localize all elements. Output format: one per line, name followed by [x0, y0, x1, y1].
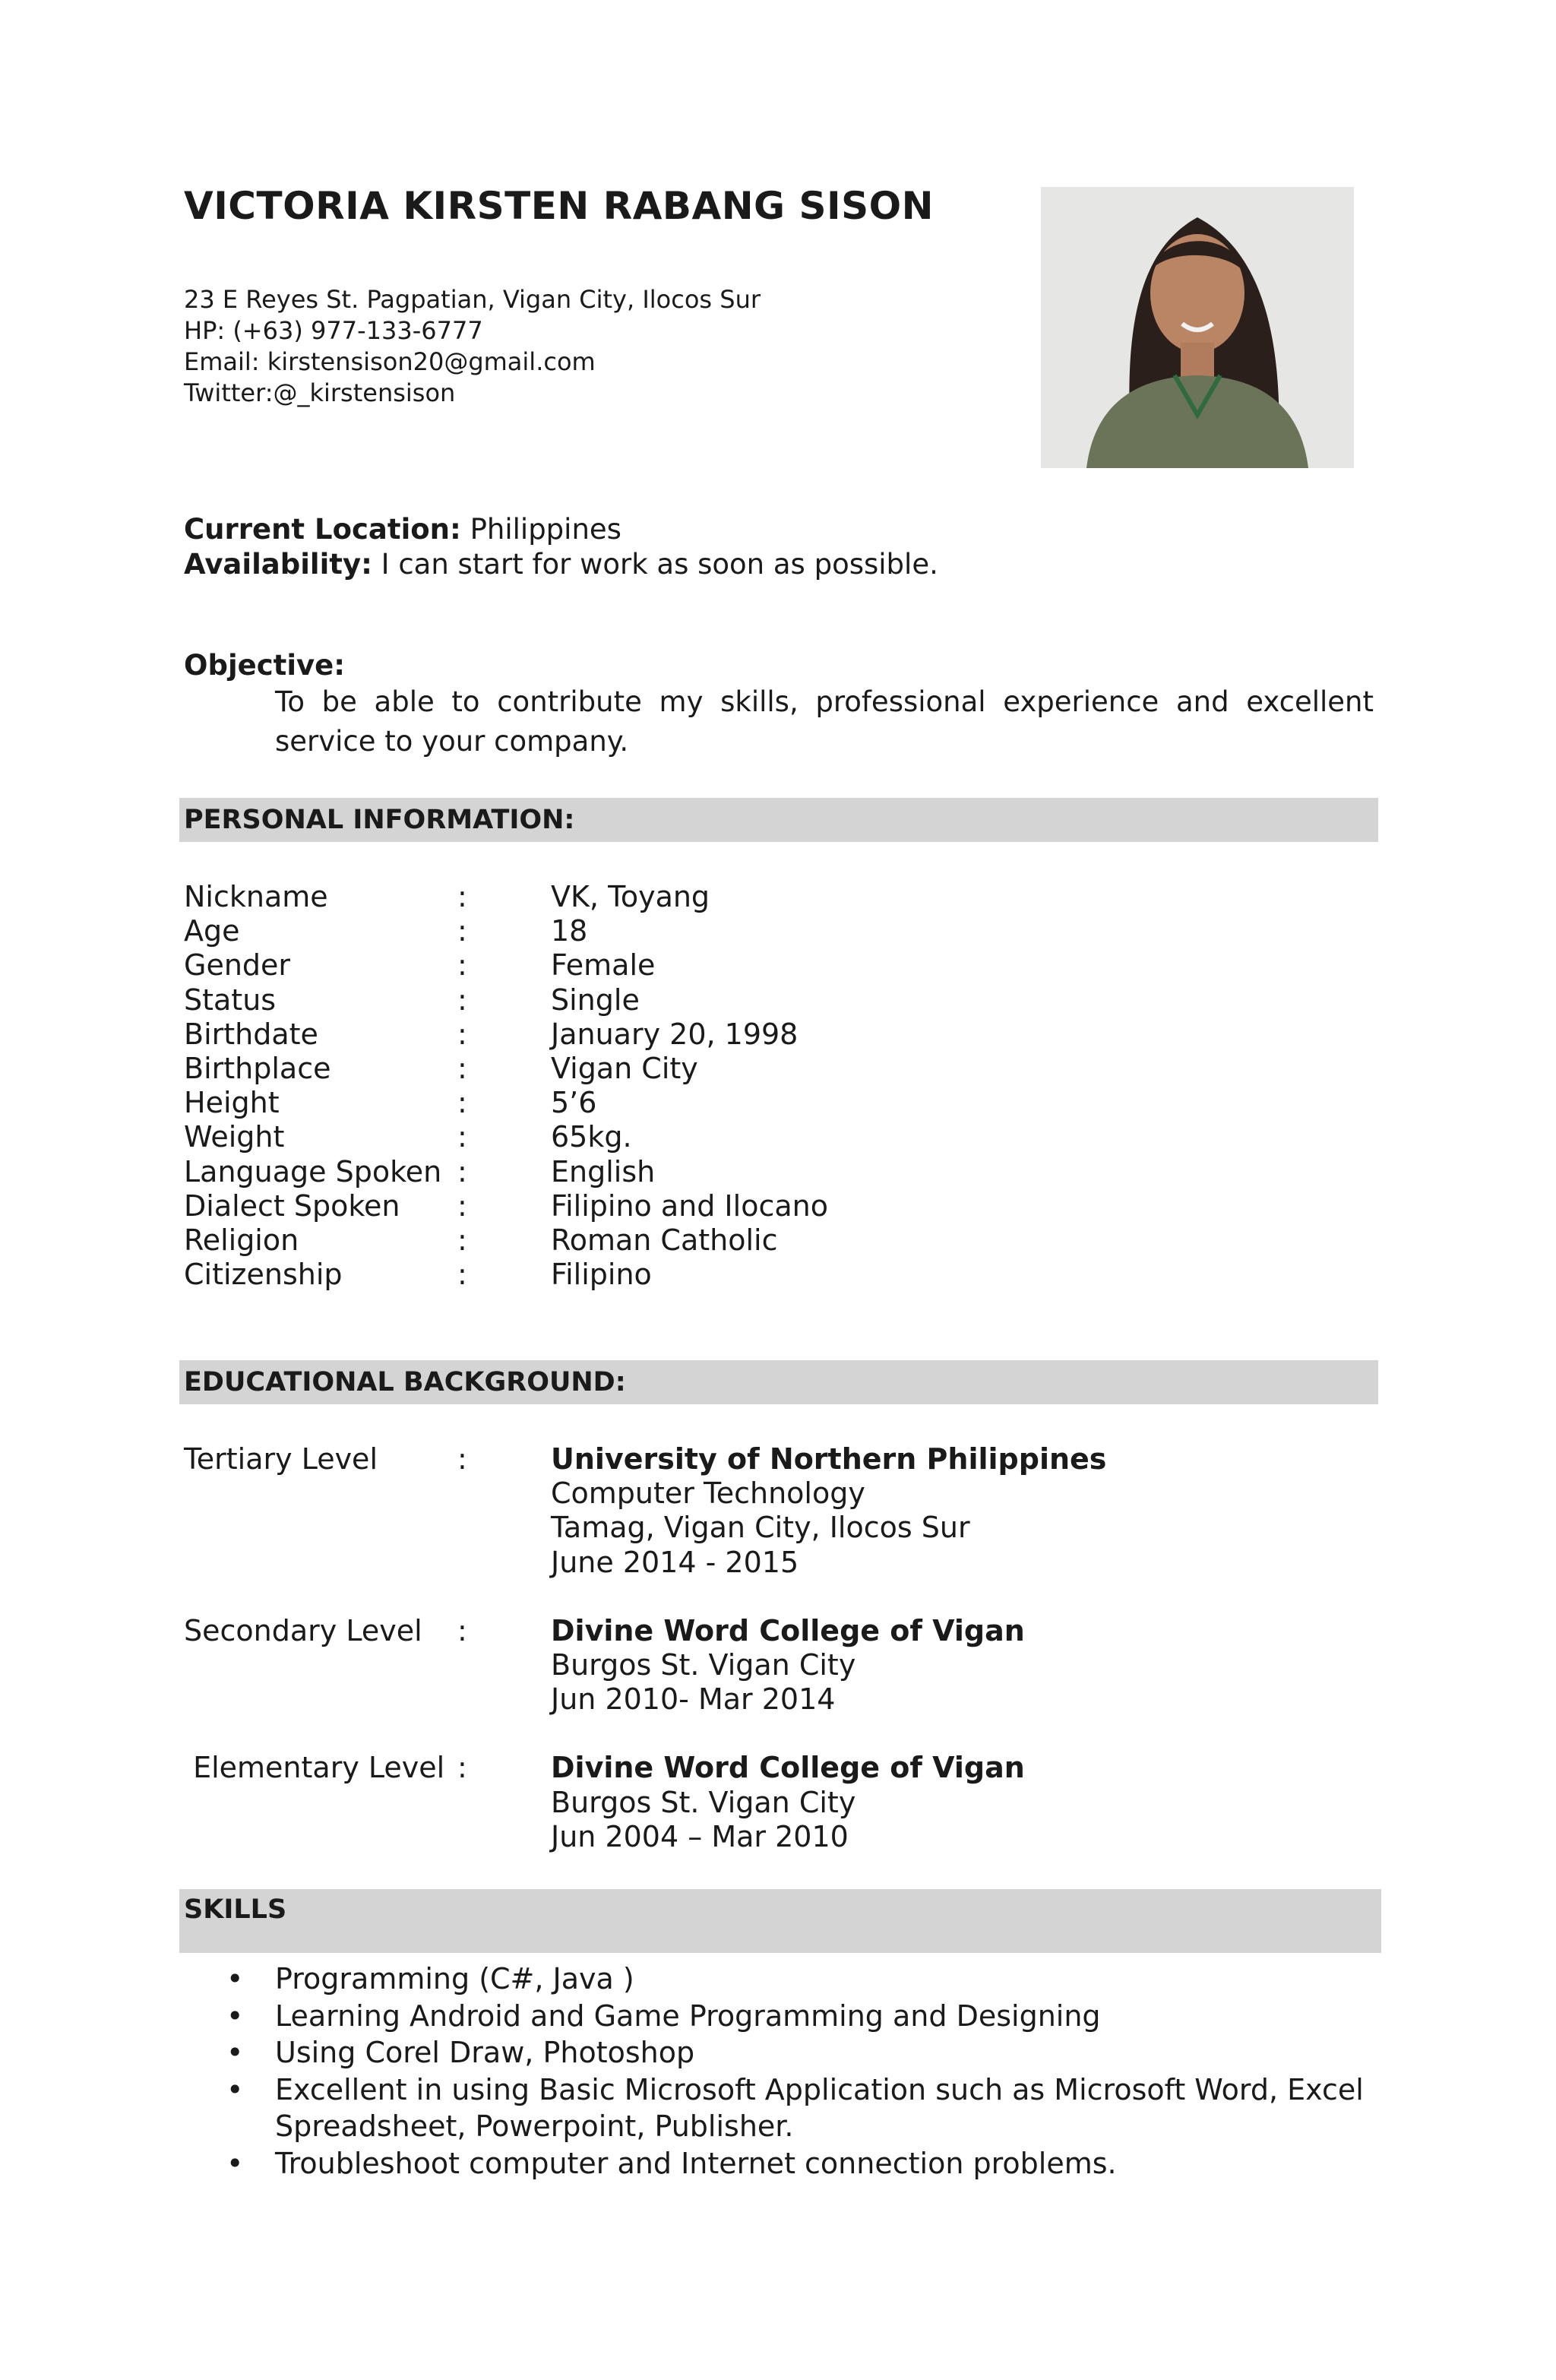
- personal-info-value: 18: [551, 914, 588, 948]
- personal-info-value: 5’6: [551, 1086, 597, 1120]
- education-level-label: Secondary Level: [184, 1613, 422, 1647]
- personal-info-row: [184, 914, 828, 948]
- phone: HP: (+63) 977-133-6777: [184, 316, 483, 345]
- personal-info-row: [184, 1052, 828, 1086]
- education-separator: :: [457, 1751, 467, 1785]
- section-heading-skills: SKILLS: [179, 1889, 1381, 1953]
- section-heading-education: EDUCATIONAL BACKGROUND:: [179, 1360, 1378, 1404]
- personal-info-separator: :: [457, 1017, 467, 1051]
- personal-info-label: Citizenship: [184, 1258, 343, 1292]
- bullet-icon: •: [226, 1962, 244, 1995]
- education-detail-line: Computer Technology: [551, 1476, 865, 1511]
- education-detail-line: June 2014 - 2015: [551, 1545, 799, 1579]
- education-entry: [184, 1614, 1106, 1717]
- personal-info-separator: :: [457, 1258, 467, 1292]
- personal-info-value: VK, Toyang: [551, 880, 710, 913]
- school-name: University of Northern Philippines: [551, 1442, 1107, 1476]
- personal-info-row: [184, 983, 828, 1018]
- education-detail-line: Burgos St. Vigan City: [551, 1648, 856, 1682]
- education-details: [551, 1614, 1025, 1717]
- education-separator: :: [457, 1442, 467, 1476]
- personal-info-table: [184, 880, 828, 1292]
- current-location-label: Current Location:: [184, 513, 461, 546]
- personal-info-separator: :: [457, 1223, 467, 1257]
- bullet-icon: •: [226, 2146, 244, 2180]
- section-heading-personal: PERSONAL INFORMATION:: [179, 798, 1378, 842]
- personal-info-separator: :: [457, 880, 467, 913]
- personal-info-label: Height: [184, 1086, 280, 1120]
- skill-item: [184, 2034, 1369, 2071]
- personal-info-value: Filipino and Ilocano: [551, 1188, 828, 1223]
- bullet-icon: •: [226, 1999, 244, 2033]
- personal-info-label: Gender: [184, 948, 291, 983]
- education-list: [184, 1442, 1106, 1854]
- education-details: [551, 1442, 1106, 1580]
- personal-info-row: [184, 1018, 828, 1052]
- bullet-icon: •: [226, 2036, 244, 2069]
- education-level-label: Elementary Level: [184, 1751, 445, 1785]
- personal-info-label: Status: [184, 983, 277, 1017]
- personal-info-row: [184, 1086, 828, 1120]
- availability: [184, 547, 938, 582]
- personal-info-value: Vigan City: [551, 1051, 698, 1085]
- personal-info-value: Filipino: [551, 1258, 652, 1292]
- personal-info-separator: :: [457, 914, 467, 948]
- skill-text: Using Corel Draw, Photoshop: [275, 2036, 695, 2069]
- bullet-icon: •: [226, 2072, 244, 2106]
- personal-info-row: [184, 1189, 828, 1223]
- education-detail-line: Burgos St. Vigan City: [551, 1785, 856, 1819]
- personal-info-value: Single: [551, 983, 640, 1017]
- skill-text: Programming (C#, Java ): [275, 1962, 634, 1995]
- personal-info-separator: :: [457, 983, 467, 1017]
- personal-info-row: [184, 1223, 828, 1258]
- personal-info-row: [184, 948, 828, 983]
- twitter-handle: Twitter:@_kirstensison: [184, 378, 456, 407]
- personal-info-label: Language Spoken: [184, 1154, 442, 1188]
- personal-info-separator: :: [457, 1051, 467, 1085]
- personal-info-separator: :: [457, 1154, 467, 1188]
- personal-info-row: [184, 1258, 828, 1292]
- skill-text: Excellent in using Basic Microsoft Application such as Microsoft Word, Excel Spreadsheet, Powerpoint, Publisher.: [275, 2072, 1364, 2143]
- education-level-label: Tertiary Level: [184, 1442, 378, 1476]
- personal-info-label: Dialect Spoken: [184, 1188, 400, 1223]
- personal-info-row: [184, 1120, 828, 1154]
- profile-photo-icon: [1041, 187, 1354, 468]
- availability-label: Availability:: [184, 548, 372, 581]
- education-detail-line: Jun 2010- Mar 2014: [551, 1682, 836, 1717]
- school-name: Divine Word College of Vigan: [551, 1751, 1025, 1785]
- personal-info-value: January 20, 1998: [551, 1017, 799, 1051]
- personal-info-label: Age: [184, 914, 240, 948]
- personal-info-row: [184, 880, 828, 914]
- skill-item: [184, 2071, 1369, 2145]
- skill-item: [184, 1961, 1369, 1998]
- school-name: Divine Word College of Vigan: [551, 1613, 1025, 1647]
- personal-info-label: Birthplace: [184, 1051, 331, 1085]
- personal-info-value: Roman Catholic: [551, 1223, 778, 1257]
- skill-item: [184, 1998, 1369, 2035]
- personal-info-value: 65kg.: [551, 1120, 632, 1154]
- personal-info-row: [184, 1155, 828, 1189]
- education-entry: [184, 1442, 1106, 1580]
- personal-info-label: Birthdate: [184, 1017, 318, 1051]
- personal-info-value: English: [551, 1154, 656, 1188]
- email: Email: kirstensison20@gmail.com: [184, 347, 596, 376]
- skill-text: Troubleshoot computer and Internet connection problems.: [275, 2146, 1117, 2180]
- skill-item: [184, 2145, 1369, 2182]
- availability-block: [184, 512, 938, 582]
- current-location-value: Philippines: [470, 513, 621, 546]
- personal-info-separator: :: [457, 1120, 467, 1154]
- education-details: [551, 1751, 1025, 1854]
- objective-text: To be able to contribute my skills, professional experience and excellent service to your company.: [275, 685, 1374, 758]
- availability-value: I can start for work as soon as possible.: [381, 548, 938, 581]
- contact-block: [184, 284, 761, 409]
- personal-info-value: Female: [551, 948, 656, 983]
- education-detail-line: Jun 2004 – Mar 2010: [551, 1819, 849, 1853]
- personal-info-separator: :: [457, 948, 467, 983]
- personal-info-separator: :: [457, 1188, 467, 1223]
- profile-photo: [1041, 187, 1354, 468]
- education-separator: :: [457, 1613, 467, 1647]
- current-location: [184, 512, 938, 547]
- objective-label: Objective:: [184, 649, 346, 682]
- address: 23 E Reyes St. Pagpatian, Vigan City, Ilocos Sur: [184, 285, 761, 314]
- personal-info-separator: :: [457, 1086, 467, 1120]
- personal-info-label: Nickname: [184, 880, 328, 913]
- education-entry: [184, 1751, 1106, 1854]
- skill-text: Learning Android and Game Programming and Designing: [275, 1999, 1101, 2033]
- education-detail-line: Tamag, Vigan City, Ilocos Sur: [551, 1511, 970, 1545]
- skills-list: [184, 1961, 1369, 2182]
- personal-info-label: Weight: [184, 1120, 285, 1154]
- personal-info-label: Religion: [184, 1223, 299, 1257]
- applicant-name: VICTORIA KIRSTEN RABANG SISON: [184, 184, 934, 228]
